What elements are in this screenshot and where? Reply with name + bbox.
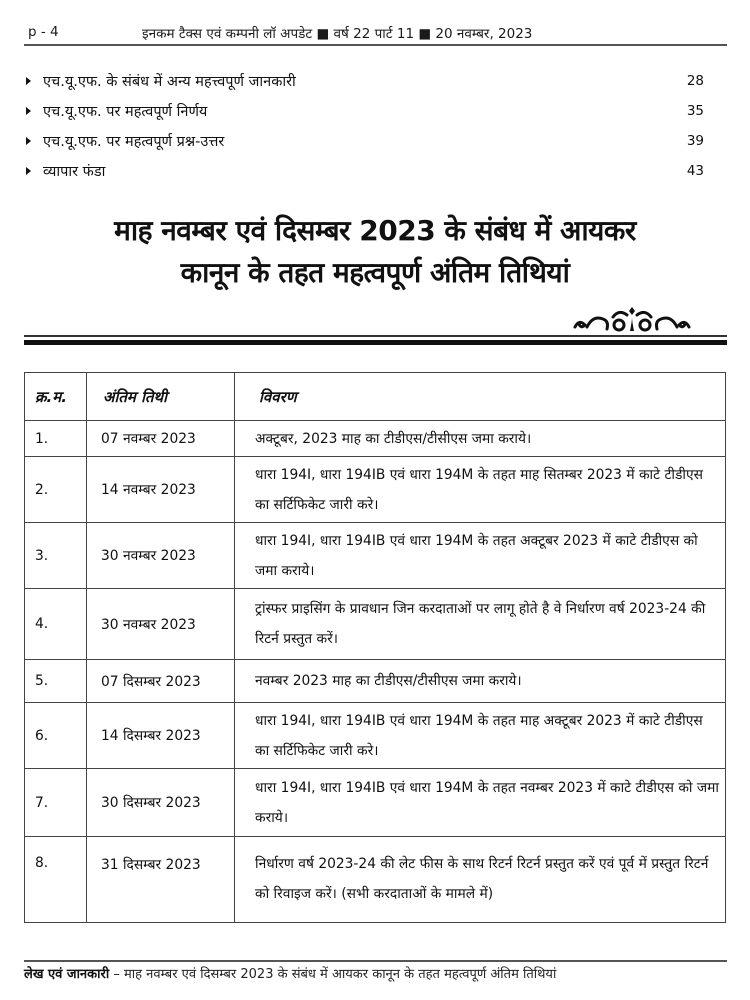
header-divider <box>24 44 727 46</box>
article-title-line-1: माह नवम्बर एवं दिसम्बर 2023 के संबंध में आयकर <box>114 214 636 247</box>
deadlines-table <box>24 372 726 923</box>
triangle-bullet-icon <box>26 107 31 115</box>
article-title-line-2: कानून के तहत महत्वपूर्ण अंतिम तिथियां <box>180 256 570 289</box>
toc-item-page: 43 <box>686 163 704 179</box>
toc-item[interactable] <box>24 156 710 186</box>
cell-serial: 3. <box>25 523 87 589</box>
table-row <box>25 837 726 923</box>
cell-date: 30 नवम्बर 2023 <box>87 523 235 589</box>
toc-item[interactable] <box>24 96 710 126</box>
column-header-serial: क्र.म. <box>25 373 87 421</box>
cell-serial: 4. <box>25 589 87 660</box>
cell-serial: 1. <box>25 421 87 457</box>
toc-item-page: 39 <box>686 133 704 149</box>
triangle-bullet-icon <box>26 167 31 175</box>
triangle-bullet-icon <box>26 137 31 145</box>
column-header-date: अंतिम तिथी <box>87 373 235 421</box>
toc-item-label: एच.यू.एफ. पर महत्वपूर्ण निर्णय <box>43 104 208 120</box>
cell-description: धारा 194I, धारा 194IB एवं धारा 194M के तहत माह अक्टूबर 2023 में काटे टीडीएस का सर्टिफिकेट जारी करे। <box>235 703 726 769</box>
table-row <box>25 703 726 769</box>
title-divider-thick <box>24 340 727 345</box>
cell-date: 14 नवम्बर 2023 <box>87 457 235 523</box>
cell-date: 30 नवम्बर 2023 <box>87 589 235 660</box>
table-row <box>25 589 726 660</box>
cell-serial: 2. <box>25 457 87 523</box>
cell-date: 30 दिसम्बर 2023 <box>87 769 235 837</box>
cell-date: 07 दिसम्बर 2023 <box>87 660 235 703</box>
running-header <box>24 22 724 44</box>
title-divider-thin <box>24 335 727 337</box>
footer-section-label: लेख एवं जानकारी <box>24 967 110 982</box>
table-row <box>25 421 726 457</box>
table-row <box>25 769 726 837</box>
cell-date: 07 नवम्बर 2023 <box>87 421 235 457</box>
toc-item-page: 28 <box>686 73 704 89</box>
triangle-bullet-icon <box>26 77 31 85</box>
table-header-row <box>25 373 726 421</box>
toc-item-label: व्यापार फंडा <box>43 164 106 180</box>
scroll-flourish-icon <box>567 305 697 335</box>
cell-description: ट्रांस्फर प्राइसिंग के प्रावधान जिन करदाताओं पर लागू होते है वे निर्धारण वर्ष 2023-24 की रिटर्न प्रस्तुत करें। <box>235 589 726 660</box>
cell-description: धारा 194I, धारा 194IB एवं धारा 194M के तहत माह सितम्बर 2023 में काटे टीडीएस का सर्टिफिकेट जारी करे। <box>235 457 726 523</box>
footer-separator: – <box>109 967 124 982</box>
cell-date: 31 दिसम्बर 2023 <box>87 837 235 923</box>
cell-date: 14 दिसम्बर 2023 <box>87 703 235 769</box>
toc-item-page: 35 <box>686 103 704 119</box>
table-row <box>25 523 726 589</box>
cell-serial: 7. <box>25 769 87 837</box>
cell-description: निर्धारण वर्ष 2023-24 की लेट फीस के साथ रिटर्न रिटर्न प्रस्तुत करें एवं पूर्व में प्रस्तुत रिटर्न को रिवाइज करें। (सभी करदाताओं के मामले में) <box>235 837 726 923</box>
footer-divider <box>24 960 727 962</box>
page-number: p - 4 <box>28 24 59 40</box>
column-header-description: विवरण <box>235 373 726 421</box>
toc-item[interactable] <box>24 126 710 156</box>
cell-description: अक्टूबर, 2023 माह का टीडीएस/टीसीएस जमा कराये। <box>235 421 726 457</box>
toc-item[interactable] <box>24 66 710 96</box>
publication-title: इनकम टैक्स एवं कम्पनी लॉ अपडेट ■ वर्ष 22 पार्ट 11 ■ 20 नवम्बर, 2023 <box>142 26 533 42</box>
cell-description: धारा 194I, धारा 194IB एवं धारा 194M के तहत अक्टूबर 2023 में काटे टीडीएस को जमा कराये। <box>235 523 726 589</box>
cell-serial: 5. <box>25 660 87 703</box>
table-of-contents <box>24 66 710 186</box>
running-footer <box>24 964 734 982</box>
table-row <box>25 457 726 523</box>
cell-serial: 8. <box>25 837 87 923</box>
table-row <box>25 660 726 703</box>
toc-item-label: एच.यू.एफ. पर महत्वपूर्ण प्रश्न-उत्तर <box>43 134 225 150</box>
cell-serial: 6. <box>25 703 87 769</box>
article-title <box>20 210 730 294</box>
cell-description: धारा 194I, धारा 194IB एवं धारा 194M के तहत नवम्बर 2023 में काटे टीडीएस को जमा कराये। <box>235 769 726 837</box>
toc-item-label: एच.यू.एफ. के संबंध में अन्य महत्त्वपूर्ण जानकारी <box>43 74 296 90</box>
footer-section-title: माह नवम्बर एवं दिसम्बर 2023 के संबंध में आयकर कानून के तहत महत्वपूर्ण अंतिम तिथियां <box>123 967 557 982</box>
cell-description: नवम्बर 2023 माह का टीडीएस/टीसीएस जमा कराये। <box>235 660 726 703</box>
